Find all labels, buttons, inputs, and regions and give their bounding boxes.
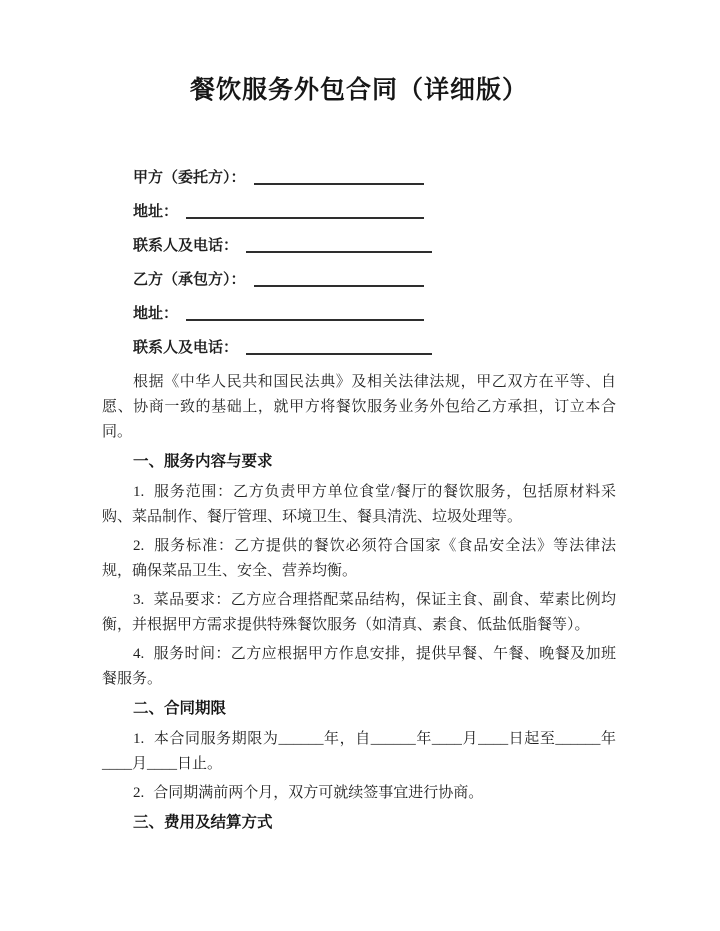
party-label: 联系人及电话：	[133, 238, 239, 254]
item-number: 1.	[133, 731, 145, 747]
item-number: 2.	[133, 785, 145, 801]
blank-line	[186, 305, 424, 321]
party-line-jiafang	[102, 166, 616, 191]
item-text: 合同期满前两个月，双方可就续签事宜进行协商。	[153, 785, 484, 801]
section-heading-1: 一、服务内容与要求	[133, 453, 273, 470]
contract-item	[102, 480, 616, 530]
party-label: 乙方（承包方）：	[133, 272, 246, 288]
party-label: 甲方（委托方）：	[133, 170, 246, 186]
party-line-yifang	[102, 268, 616, 293]
section-heading-3: 三、费用及结算方式	[133, 814, 273, 831]
party-label: 联系人及电话：	[133, 340, 239, 356]
contract-item	[102, 727, 616, 777]
blank-line	[246, 339, 432, 355]
party-line-jiafang-address	[102, 200, 616, 225]
party-label: 地址：	[133, 306, 179, 322]
contract-item	[102, 781, 616, 806]
contract-item	[102, 534, 616, 584]
item-text: 服务范围：乙方负责甲方单位食堂/餐厅的餐饮服务，包括原材料采购、菜品制作、餐厅管理、环境卫生、餐具清洗、垃圾处理等。	[102, 484, 616, 525]
item-number: 2.	[133, 538, 145, 554]
blank-line	[186, 203, 424, 219]
contract-title: 餐饮服务外包合同（详细版）	[189, 77, 528, 104]
blank-line	[246, 237, 432, 253]
party-line-jiafang-contact	[102, 234, 616, 259]
party-line-yifang-address	[102, 302, 616, 327]
item-number: 1.	[133, 484, 145, 500]
contract-item	[102, 642, 616, 692]
item-number: 4.	[133, 646, 145, 662]
item-number: 3.	[133, 592, 145, 608]
party-label: 地址：	[133, 204, 179, 220]
section-heading-2: 二、合同期限	[133, 700, 227, 717]
item-text: 菜品要求：乙方应合理搭配菜品结构，保证主食、副食、荤素比例均衡，并根据甲方需求提供特殊餐饮服务（如清真、素食、低盐低脂餐等）。	[102, 592, 616, 633]
party-line-yifang-contact	[102, 336, 616, 361]
contract-item	[102, 588, 616, 638]
blank-line	[254, 271, 424, 287]
item-text: 服务标准：乙方提供的餐饮必须符合国家《食品安全法》等法律法规，确保菜品卫生、安全、营养均衡。	[102, 538, 616, 579]
item-text: 服务时间：乙方应根据甲方作息安排，提供早餐、午餐、晚餐及加班餐服务。	[102, 646, 616, 687]
item-text: 本合同服务期限为______年，自______年____月____日起至______年____月____日止。	[102, 731, 616, 772]
party-block	[102, 166, 616, 361]
blank-line	[254, 169, 424, 185]
preamble-paragraph: 根据《中华人民共和国民法典》及相关法律法规，甲乙双方在平等、自愿、协商一致的基础上，就甲方将餐饮服务业务外包给乙方承担，订立本合同。	[102, 374, 616, 440]
